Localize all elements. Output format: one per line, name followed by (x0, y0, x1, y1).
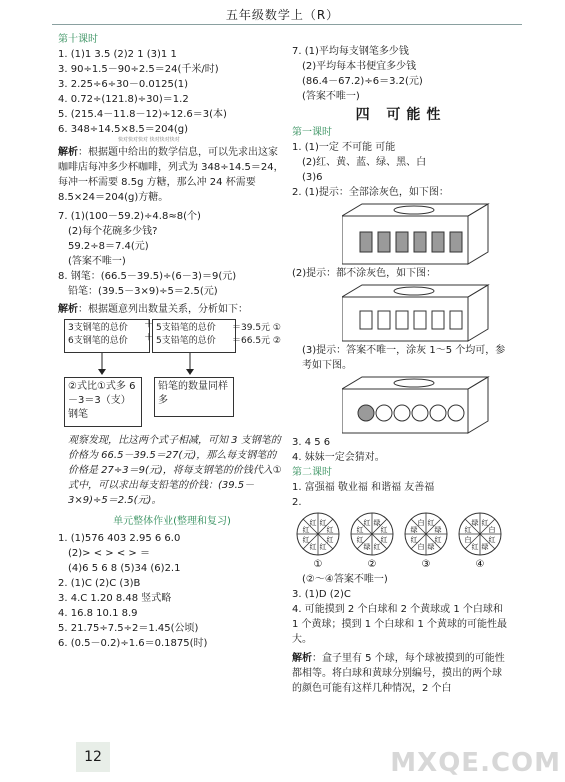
sector-label: 绿 (373, 518, 381, 527)
sector-label: 绿 (471, 518, 479, 527)
answer-line: 3. (1)D (2)C (292, 589, 351, 600)
stamp-text: 快对快对快对 快对快对快对 (118, 137, 180, 143)
sector-label: 红 (319, 518, 327, 527)
page-header: 五年级数学上（R） (225, 8, 340, 22)
analysis-paragraph (292, 651, 510, 696)
answer-line: 1. 富强福 敬业福 和谐福 友善福 (292, 482, 435, 493)
sector-label: 红 (427, 518, 435, 527)
analysis-paragraph (58, 145, 286, 205)
right-column (292, 44, 510, 696)
wheel-label: ② (367, 559, 377, 570)
answer-line: 1. (1)1 3.5 (2)2 1 (3)1 1 (58, 49, 177, 60)
answer-line: 2. (292, 497, 302, 508)
analysis-label: 解析 (58, 304, 78, 315)
observation-paragraph: 观察发现，比这两个式子相减，可知 3 支钢笔的价格为 66.5－39.5＝27(元)，那么每支钢笔的价格是 27÷3＝9(元)，将每支钢笔的价钱代入①式中，可以求出每支铅笔的价钱：(39.5－3×9)÷5＝2.5(元)。 (68, 435, 282, 506)
answer-line: (4)6 5 6 8 (5)34 (6)2.1 (68, 563, 181, 574)
answer-line: 6. 348÷14.5×8.5＝204(g) (58, 124, 188, 135)
answer-line: (答案不唯一) (302, 91, 360, 102)
sector-label: 红 (464, 526, 472, 535)
answer-line: (2)红、黄、蓝、绿、黑、白 (302, 157, 427, 168)
sector-label: 红 (471, 543, 479, 552)
answer-line: 5. 21.75÷7.5÷2＝1.45(公顷) (58, 623, 199, 634)
plus-signs: ＋ ＋ (144, 320, 154, 343)
sector-label: 红 (309, 543, 317, 552)
diff-box: ②式比①式多 6－3＝3（支）钢笔 (64, 377, 142, 427)
answer-line: 3. 90÷1.5－90÷2.5＝24(千米/时) (58, 64, 219, 75)
answer-line: (86.4－67.2)÷6＝3.2(元) (302, 76, 423, 87)
answer-line: (2)平均每本书便宜多少钱 (302, 61, 417, 72)
lesson-title: 第一课时 (292, 127, 332, 138)
analysis-text: ：盒子里有 5 个球，每个球被摸到的可能性都相等。将白球和黄球分别编号，摸出的两个球的颜色可能有这样几种情况，2 个白 (292, 653, 505, 694)
box-line: 5支铅笔的总价 (156, 336, 216, 346)
header-rule (52, 24, 522, 25)
sector-label: 绿 (481, 543, 489, 552)
analysis-text: ：根据题中给出的数学信息，可以先求出这家咖啡店每冲多少杯咖啡，列式为 348÷14.5＝24，每冲一杯需要 8.5g 方糖，那么冲 24 杯需要 8.5×24＝204(g)方糖。 (58, 147, 284, 203)
sector-label: 红 (302, 535, 310, 544)
box-diagram-some-gray (342, 373, 492, 435)
answer-line: (3)6 (302, 172, 323, 183)
answer-line: 2. (1)C (2)C (3)B (58, 578, 141, 589)
wheel-label: ④ (475, 559, 485, 570)
answer-line: 铅笔：(39.5－3×9)÷5＝2.5(元) (68, 286, 218, 297)
sector-label: 红 (326, 526, 334, 535)
answer-line: 3. 4 5 6 (292, 437, 331, 448)
answer-line: 7. (1)平均每支钢笔多少钱 (292, 46, 409, 57)
chapter-title: 四 可能性 (355, 107, 447, 123)
answer-line: 5. (215.4－11.8－12)÷12.6＝3(本) (58, 109, 227, 120)
sector-label: 红 (363, 518, 371, 527)
site-watermark: MXQE.COM (390, 748, 561, 778)
answer-line: 1. (1)一定 不可能 可能 (292, 142, 396, 153)
box-line: 5支铅笔的总价 (156, 323, 216, 333)
answer-line: 4. 妹妹一定会猜对。 (292, 452, 385, 463)
sector-label: 红 (326, 535, 334, 544)
sector-label: 红 (434, 535, 442, 544)
box-diagram-all-gray (342, 200, 492, 266)
answer-line: (2)提示：都不涂灰色，如下图： (292, 268, 437, 279)
same-box: 铅笔的数量同样多 (154, 377, 234, 417)
lesson-title: 第二课时 (292, 467, 332, 478)
relation-diagram (58, 319, 286, 429)
sector-label: 白 (417, 543, 425, 552)
sector-label: 红 (481, 518, 489, 527)
answer-line: 4. 可能摸到 2 个白球和 2 个黄球或 1 个白球和 1 个黄球；摸到 1 个白球和 1 个黄球的可能性最大。 (292, 604, 507, 645)
answer-line: (2)每个花碗多少钱? (68, 226, 158, 237)
answer-line: 8. 钢笔：(66.5－39.5)÷(6－3)＝9(元) (58, 271, 237, 282)
left-column (58, 32, 286, 651)
sector-label: 白 (417, 518, 425, 527)
answer-line: 59.2÷8＝7.4(元) (68, 241, 149, 252)
sector-label: 红 (380, 535, 388, 544)
analysis-label: 解析 (292, 653, 312, 664)
unit-title: 单元整体作业(整理和复习) (113, 516, 231, 527)
sector-label: 绿 (363, 543, 371, 552)
equation-result: ＝66.5元 ② (232, 336, 281, 346)
sector-label: 白 (488, 526, 496, 535)
sector-label: 红 (410, 535, 418, 544)
answer-line: 3. 4.C 1.20 8.48 竖式略 (58, 593, 172, 604)
sector-label: 红 (488, 535, 496, 544)
spinner-row (292, 510, 510, 572)
answer-line: (3)提示：答案不唯一，涂灰 1～5 个均可，参考如下图。 (302, 345, 506, 371)
sector-label: 红 (380, 526, 388, 535)
equation-result: ＝39.5元 ① (232, 323, 281, 333)
answer-line: 4. 0.72÷(121.8)÷30)＝1.2 (58, 94, 189, 105)
sector-label: 绿 (410, 526, 418, 535)
sector-label: 绿 (434, 526, 442, 535)
answer-line: 3. 2.25÷6÷30－0.0125(1) (58, 79, 188, 90)
answer-line: (2)> < > < > ＝ (68, 548, 150, 559)
sector-label: 白 (464, 535, 472, 544)
analysis-text: ：根据题意列出数量关系，分析如下： (78, 304, 248, 315)
analysis-paragraph (58, 302, 286, 317)
answer-line: 4. 16.8 10.1 8.9 (58, 608, 138, 619)
answer-line: 7. (1)(100－59.2)÷4.8≈8(个) (58, 211, 201, 222)
answer-line: 6. (0.5－0.2)÷1.6＝0.1875(时) (58, 638, 208, 649)
wheel-label: ③ (421, 559, 431, 570)
sector-label: 绿 (427, 543, 435, 552)
answer-line: 1. (1)576 403 2.95 6 6.0 (58, 533, 181, 544)
box-line: 3支钢笔的总价 (68, 323, 128, 333)
lesson-title: 第十课时 (58, 34, 98, 45)
box-line: 6支钢笔的总价 (68, 336, 128, 346)
sector-label: 红 (319, 543, 327, 552)
sector-label: 红 (373, 543, 381, 552)
answer-line: 2. (1)提示：全部涂灰色，如下图： (292, 187, 449, 198)
sector-label: 红 (302, 526, 310, 535)
sector-label: 红 (356, 535, 364, 544)
sector-label: 红 (356, 526, 364, 535)
answer-line: (答案不唯一) (68, 256, 126, 267)
page-number: 12 (76, 742, 110, 772)
sector-label: 红 (309, 518, 317, 527)
wheel-label: ① (313, 559, 323, 570)
analysis-label: 解析 (58, 147, 78, 158)
answer-line: (②～④答案不唯一) (302, 574, 388, 585)
box-diagram-no-gray (342, 281, 492, 343)
spinner-wheels (292, 510, 510, 572)
